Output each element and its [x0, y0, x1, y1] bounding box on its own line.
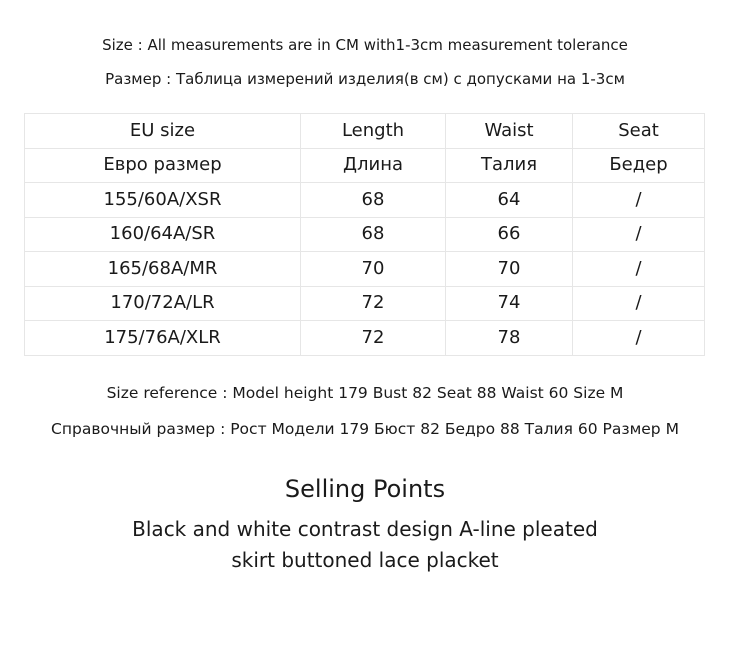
cell-seat: /	[573, 183, 705, 218]
cell-waist: 70	[446, 252, 573, 287]
cell-length: 72	[301, 321, 446, 356]
cell-waist: 66	[446, 217, 573, 252]
cell-length: 70	[301, 252, 446, 287]
cell-seat: /	[573, 252, 705, 287]
cell-seat: /	[573, 321, 705, 356]
cell-waist: 64	[446, 183, 573, 218]
table-row	[25, 252, 705, 287]
cell-waist: 74	[446, 286, 573, 321]
cell-waist: 78	[446, 321, 573, 356]
header-waist-ru: Талия	[446, 148, 573, 183]
header-eu-size: EU size	[25, 114, 301, 149]
cell-length: 72	[301, 286, 446, 321]
measurement-note-en: Size : All measurements are in CM with1-3cm measurement tolerance	[102, 36, 628, 54]
selling-points-line-1: Black and white contrast design A-line pleated	[132, 517, 598, 541]
header-seat-ru: Бедер	[573, 148, 705, 183]
header-length-ru: Длина	[301, 148, 446, 183]
cell-seat: /	[573, 286, 705, 321]
table-row	[25, 183, 705, 218]
cell-length: 68	[301, 183, 446, 218]
cell-seat: /	[573, 217, 705, 252]
measurement-note-ru: Размер : Таблица измерений изделия(в см) с допусками на 1-3см	[105, 70, 625, 88]
table-row	[25, 321, 705, 356]
header-seat: Seat	[573, 114, 705, 149]
cell-length: 68	[301, 217, 446, 252]
table-row	[25, 286, 705, 321]
table-row	[25, 217, 705, 252]
cell-eu-size: 155/60A/XSR	[25, 183, 301, 218]
header-length: Length	[301, 114, 446, 149]
cell-eu-size: 175/76A/XLR	[25, 321, 301, 356]
header-waist: Waist	[446, 114, 573, 149]
table-header-row-en	[25, 114, 705, 149]
header-eu-size-ru: Евро размер	[25, 148, 301, 183]
selling-points-description	[0, 514, 730, 576]
table-header-row-ru	[25, 148, 705, 183]
cell-eu-size: 165/68A/MR	[25, 252, 301, 287]
size-chart-table	[24, 113, 705, 356]
selling-points-line-2: skirt buttoned lace placket	[231, 548, 499, 572]
cell-eu-size: 160/64A/SR	[25, 217, 301, 252]
size-reference-ru: Справочный размер : Рост Модели 179 Бюст 82 Бедро 88 Талия 60 Размер M	[51, 420, 679, 438]
cell-eu-size: 170/72A/LR	[25, 286, 301, 321]
selling-points-title: Selling Points	[284, 475, 446, 503]
size-reference-en: Size reference : Model height 179 Bust 82 Seat 88 Waist 60 Size M	[106, 384, 624, 402]
